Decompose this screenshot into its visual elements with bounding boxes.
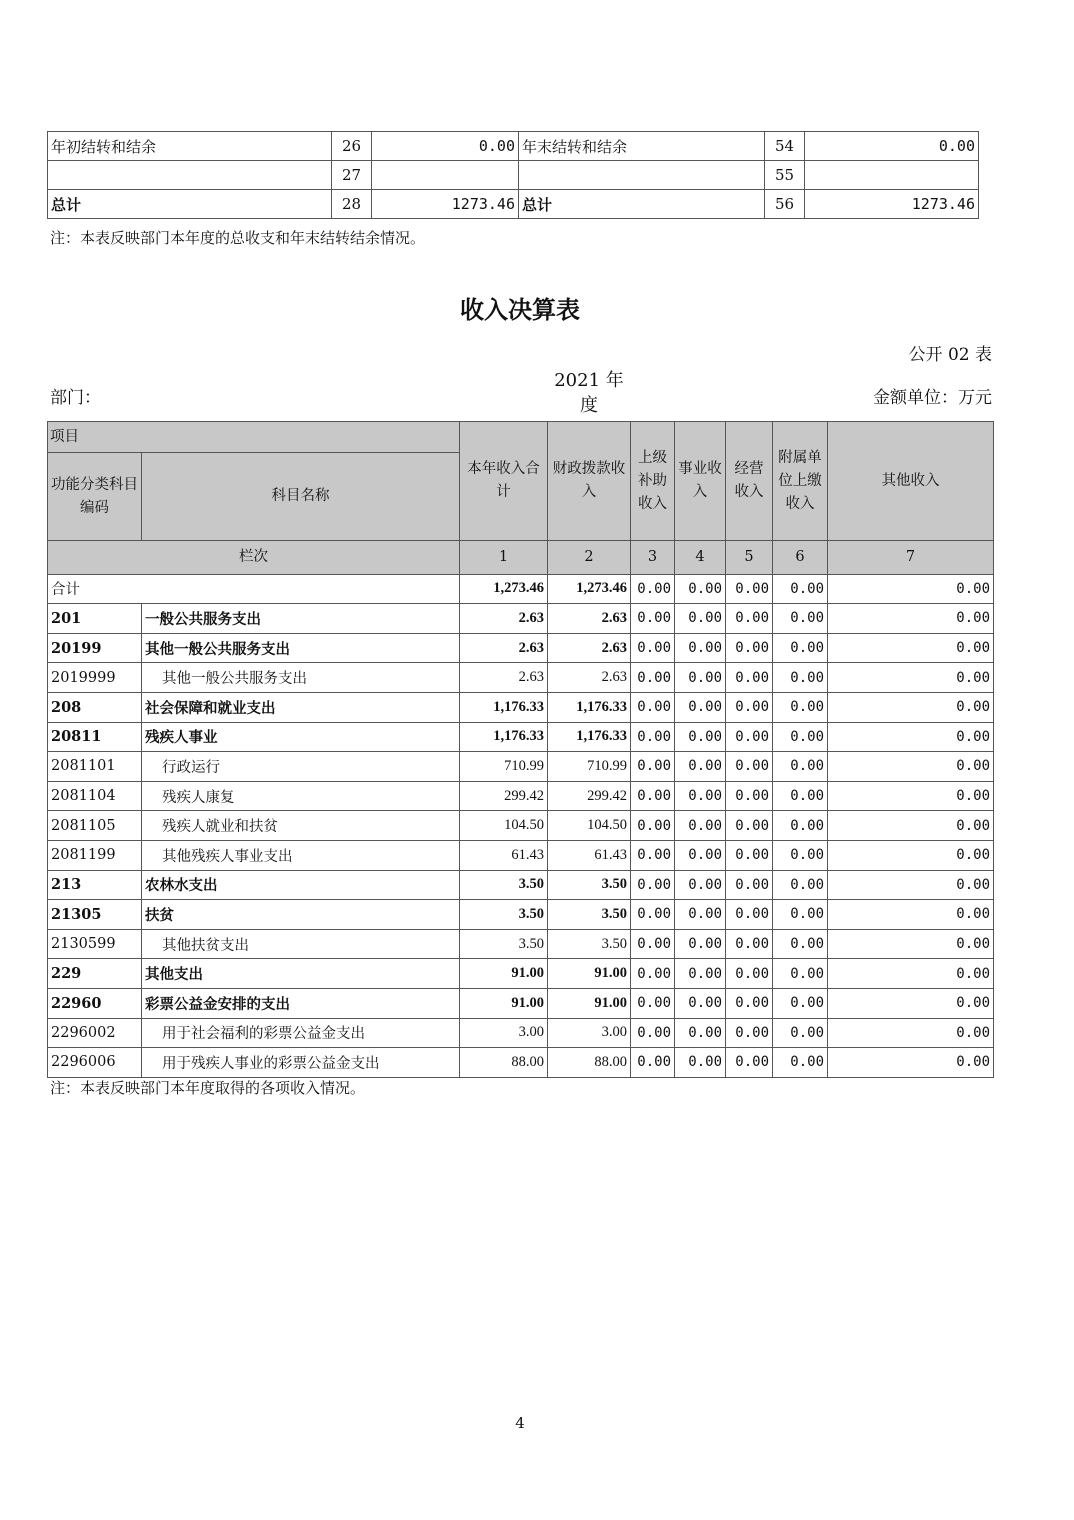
zero-cell: 0.00: [726, 900, 773, 930]
summary-left-amount: [372, 161, 519, 190]
subject-name: 一般公共服务支出: [142, 604, 460, 634]
zero-cell: 0.00: [773, 1048, 828, 1078]
table-row: [48, 692, 994, 722]
summary-left-label: [48, 161, 332, 190]
year-line-2: 度: [580, 395, 598, 416]
zero-cell: 0.00: [631, 900, 675, 930]
amount-cell: 91.00: [460, 988, 548, 1018]
subject-code: 2019999: [48, 663, 142, 693]
subject-name: 其他扶贫支出: [142, 929, 460, 959]
zero-cell: 0.00: [726, 929, 773, 959]
subject-name: 残疾人就业和扶贫: [142, 811, 460, 841]
zero-cell: 0.00: [773, 959, 828, 989]
zero-cell: 0.00: [828, 722, 994, 752]
unit-label: 金额单位：万元: [873, 388, 992, 408]
header-col-2: 财政拨款收入: [548, 422, 631, 541]
zero-cell: 0.00: [631, 574, 675, 604]
subject-code: 2081105: [48, 811, 142, 841]
zero-cell: 0.00: [828, 604, 994, 634]
income-body: [48, 574, 994, 1077]
zero-cell: 0.00: [773, 574, 828, 604]
table-row: [48, 1018, 994, 1048]
amount-cell: 3.50: [460, 929, 548, 959]
index-number: 7: [828, 541, 994, 575]
zero-cell: 0.00: [631, 752, 675, 782]
subject-name: 扶贫: [142, 900, 460, 930]
subject-name: 残疾人康复: [142, 781, 460, 811]
zero-cell: 0.00: [773, 900, 828, 930]
zero-cell: 0.00: [675, 900, 726, 930]
zero-cell: 0.00: [726, 574, 773, 604]
table-row: [48, 811, 994, 841]
amount-cell: 3.50: [460, 870, 548, 900]
zero-cell: 0.00: [828, 988, 994, 1018]
summary-left-label: 总计: [48, 190, 332, 219]
subject-code: 229: [48, 959, 142, 989]
header-col-1: 本年收入合计: [460, 422, 548, 541]
zero-cell: 0.00: [631, 811, 675, 841]
header-name: 科目名称: [142, 453, 460, 541]
zero-cell: 0.00: [631, 988, 675, 1018]
zero-cell: 0.00: [828, 811, 994, 841]
summary-right-no: 55: [765, 161, 805, 190]
zero-cell: 0.00: [773, 604, 828, 634]
table-row: [48, 929, 994, 959]
amount-cell: 3.50: [548, 870, 631, 900]
zero-cell: 0.00: [828, 840, 994, 870]
amount-cell: 91.00: [548, 959, 631, 989]
zero-cell: 0.00: [675, 1048, 726, 1078]
zero-cell: 0.00: [726, 692, 773, 722]
zero-cell: 0.00: [675, 752, 726, 782]
table-row: [48, 1048, 994, 1078]
subject-name: 用于残疾人事业的彩票公益金支出: [142, 1048, 460, 1078]
zero-cell: 0.00: [726, 811, 773, 841]
amount-cell: 91.00: [460, 959, 548, 989]
amount-cell: 3.50: [460, 900, 548, 930]
amount-cell: 710.99: [548, 752, 631, 782]
amount-cell: 1,176.33: [548, 722, 631, 752]
zero-cell: 0.00: [675, 604, 726, 634]
zero-cell: 0.00: [675, 929, 726, 959]
amount-cell: 299.42: [548, 781, 631, 811]
zero-cell: 0.00: [726, 840, 773, 870]
table-row: [48, 663, 994, 693]
header-col-5: 经营收入: [726, 422, 773, 541]
summary-left-no: 27: [332, 161, 372, 190]
zero-cell: 0.00: [675, 692, 726, 722]
zero-cell: 0.00: [828, 574, 994, 604]
amount-cell: 3.50: [548, 929, 631, 959]
zero-cell: 0.00: [675, 988, 726, 1018]
amount-cell: 1,273.46: [460, 574, 548, 604]
subject-name: 社会保障和就业支出: [142, 692, 460, 722]
zero-cell: 0.00: [773, 840, 828, 870]
amount-cell: 2.63: [548, 604, 631, 634]
page-title: 收入决算表: [460, 296, 580, 324]
amount-cell: 1,176.33: [460, 722, 548, 752]
amount-cell: 104.50: [460, 811, 548, 841]
zero-cell: 0.00: [631, 604, 675, 634]
subject-code: 20811: [48, 722, 142, 752]
subject-code: 2296002: [48, 1018, 142, 1048]
summary-right-no: 56: [765, 190, 805, 219]
amount-cell: 61.43: [460, 840, 548, 870]
table-row: [48, 604, 994, 634]
zero-cell: 0.00: [773, 633, 828, 663]
subject-code: 2081104: [48, 781, 142, 811]
zero-cell: 0.00: [631, 692, 675, 722]
zero-cell: 0.00: [773, 988, 828, 1018]
zero-cell: 0.00: [773, 722, 828, 752]
index-number: 6: [773, 541, 828, 575]
zero-cell: 0.00: [828, 1018, 994, 1048]
table-row: [48, 752, 994, 782]
page-number: 4: [515, 1414, 525, 1432]
total-row: [48, 574, 994, 604]
amount-cell: 91.00: [548, 988, 631, 1018]
table-code: 公开 02 表: [908, 345, 992, 365]
subject-code: 213: [48, 870, 142, 900]
zero-cell: 0.00: [828, 870, 994, 900]
zero-cell: 0.00: [773, 663, 828, 693]
amount-cell: 2.63: [548, 663, 631, 693]
zero-cell: 0.00: [726, 959, 773, 989]
amount-cell: 3.00: [460, 1018, 548, 1048]
zero-cell: 0.00: [631, 870, 675, 900]
zero-cell: 0.00: [828, 959, 994, 989]
summary-row: [48, 190, 979, 219]
summary-body: [48, 132, 979, 219]
zero-cell: 0.00: [726, 722, 773, 752]
zero-cell: 0.00: [631, 722, 675, 752]
zero-cell: 0.00: [773, 1018, 828, 1048]
zero-cell: 0.00: [828, 692, 994, 722]
zero-cell: 0.00: [631, 781, 675, 811]
summary-left-amount: 1273.46: [372, 190, 519, 219]
summary-left-label: 年初结转和结余: [48, 132, 332, 161]
table-row: [48, 959, 994, 989]
zero-cell: 0.00: [773, 692, 828, 722]
zero-cell: 0.00: [675, 663, 726, 693]
zero-cell: 0.00: [631, 840, 675, 870]
subject-name: 彩票公益金安排的支出: [142, 988, 460, 1018]
zero-cell: 0.00: [726, 781, 773, 811]
subject-name: 其他一般公共服务支出: [142, 663, 460, 693]
total-label: 合计: [48, 574, 460, 604]
zero-cell: 0.00: [773, 811, 828, 841]
summary-right-label: 总计: [519, 190, 765, 219]
amount-cell: 2.63: [460, 604, 548, 634]
zero-cell: 0.00: [773, 781, 828, 811]
zero-cell: 0.00: [675, 574, 726, 604]
subject-code: 2296006: [48, 1048, 142, 1078]
zero-cell: 0.00: [675, 722, 726, 752]
zero-cell: 0.00: [631, 1048, 675, 1078]
zero-cell: 0.00: [675, 781, 726, 811]
zero-cell: 0.00: [773, 752, 828, 782]
header-item: 项目: [48, 422, 460, 453]
zero-cell: 0.00: [631, 633, 675, 663]
summary-left-amount: 0.00: [372, 132, 519, 161]
amount-cell: 1,273.46: [548, 574, 631, 604]
summary-table: [47, 131, 979, 219]
index-row: [48, 541, 994, 575]
zero-cell: 0.00: [773, 870, 828, 900]
amount-cell: 2.63: [548, 633, 631, 663]
subject-code: 2081101: [48, 752, 142, 782]
zero-cell: 0.00: [631, 929, 675, 959]
subject-name: 其他支出: [142, 959, 460, 989]
zero-cell: 0.00: [828, 900, 994, 930]
index-number: 2: [548, 541, 631, 575]
subject-name: 其他残疾人事业支出: [142, 840, 460, 870]
subject-code: 22960: [48, 988, 142, 1018]
subject-name: 残疾人事业: [142, 722, 460, 752]
zero-cell: 0.00: [675, 840, 726, 870]
subject-code: 2081199: [48, 840, 142, 870]
subject-name: 农林水支出: [142, 870, 460, 900]
table-row: [48, 900, 994, 930]
zero-cell: 0.00: [631, 1018, 675, 1048]
zero-cell: 0.00: [631, 959, 675, 989]
year-label: [548, 368, 630, 418]
zero-cell: 0.00: [828, 633, 994, 663]
index-number: 5: [726, 541, 773, 575]
amount-cell: 3.50: [548, 900, 631, 930]
subject-code: 201: [48, 604, 142, 634]
department-label: 部门：: [50, 388, 101, 408]
index-number: 1: [460, 541, 548, 575]
summary-right-amount: 1273.46: [805, 190, 979, 219]
summary-right-label: 年末结转和结余: [519, 132, 765, 161]
table-row: [48, 870, 994, 900]
summary-note: 注：本表反映部门本年度的总收支和年末结转结余情况。: [50, 229, 426, 247]
amount-cell: 2.63: [460, 633, 548, 663]
year-line-1: 2021 年: [554, 370, 624, 391]
amount-cell: 104.50: [548, 811, 631, 841]
amount-cell: 710.99: [460, 752, 548, 782]
zero-cell: 0.00: [828, 752, 994, 782]
summary-row: [48, 132, 979, 161]
zero-cell: 0.00: [828, 781, 994, 811]
amount-cell: 1,176.33: [548, 692, 631, 722]
summary-right-amount: [805, 161, 979, 190]
amount-cell: 1,176.33: [460, 692, 548, 722]
zero-cell: 0.00: [675, 633, 726, 663]
amount-cell: 61.43: [548, 840, 631, 870]
table-row: [48, 988, 994, 1018]
subject-name: 用于社会福利的彩票公益金支出: [142, 1018, 460, 1048]
summary-right-amount: 0.00: [805, 132, 979, 161]
income-note: 注：本表反映部门本年度取得的各项收入情况。: [50, 1079, 366, 1097]
summary-left-no: 26: [332, 132, 372, 161]
zero-cell: 0.00: [726, 988, 773, 1018]
subject-code: 2130599: [48, 929, 142, 959]
index-label: 栏次: [48, 541, 460, 575]
amount-cell: 2.63: [460, 663, 548, 693]
zero-cell: 0.00: [773, 929, 828, 959]
zero-cell: 0.00: [726, 663, 773, 693]
summary-left-no: 28: [332, 190, 372, 219]
summary-row: [48, 161, 979, 190]
header-col-6: 附属单位上缴收入: [773, 422, 828, 541]
zero-cell: 0.00: [675, 1018, 726, 1048]
zero-cell: 0.00: [828, 663, 994, 693]
zero-cell: 0.00: [726, 1048, 773, 1078]
index-number: 3: [631, 541, 675, 575]
table-row: [48, 781, 994, 811]
zero-cell: 0.00: [726, 633, 773, 663]
subject-name: 行政运行: [142, 752, 460, 782]
subject-code: 21305: [48, 900, 142, 930]
zero-cell: 0.00: [726, 752, 773, 782]
header-col-4: 事业收入: [675, 422, 726, 541]
subject-code: 20199: [48, 633, 142, 663]
zero-cell: 0.00: [675, 811, 726, 841]
zero-cell: 0.00: [828, 1048, 994, 1078]
table-row: [48, 840, 994, 870]
income-table-header: [48, 422, 994, 575]
subject-code: 208: [48, 692, 142, 722]
zero-cell: 0.00: [726, 604, 773, 634]
table-row: [48, 722, 994, 752]
zero-cell: 0.00: [675, 959, 726, 989]
header-col-3: 上级补助收入: [631, 422, 675, 541]
amount-cell: 88.00: [460, 1048, 548, 1078]
header-col-7: 其他收入: [828, 422, 994, 541]
subject-name: 其他一般公共服务支出: [142, 633, 460, 663]
zero-cell: 0.00: [631, 663, 675, 693]
amount-cell: 299.42: [460, 781, 548, 811]
table-row: [48, 633, 994, 663]
summary-right-no: 54: [765, 132, 805, 161]
header-code: 功能分类科目编码: [48, 453, 142, 541]
zero-cell: 0.00: [828, 929, 994, 959]
amount-cell: 3.00: [548, 1018, 631, 1048]
income-table: [47, 421, 994, 1078]
summary-right-label: [519, 161, 765, 190]
index-number: 4: [675, 541, 726, 575]
zero-cell: 0.00: [675, 870, 726, 900]
zero-cell: 0.00: [726, 1018, 773, 1048]
zero-cell: 0.00: [726, 870, 773, 900]
amount-cell: 88.00: [548, 1048, 631, 1078]
